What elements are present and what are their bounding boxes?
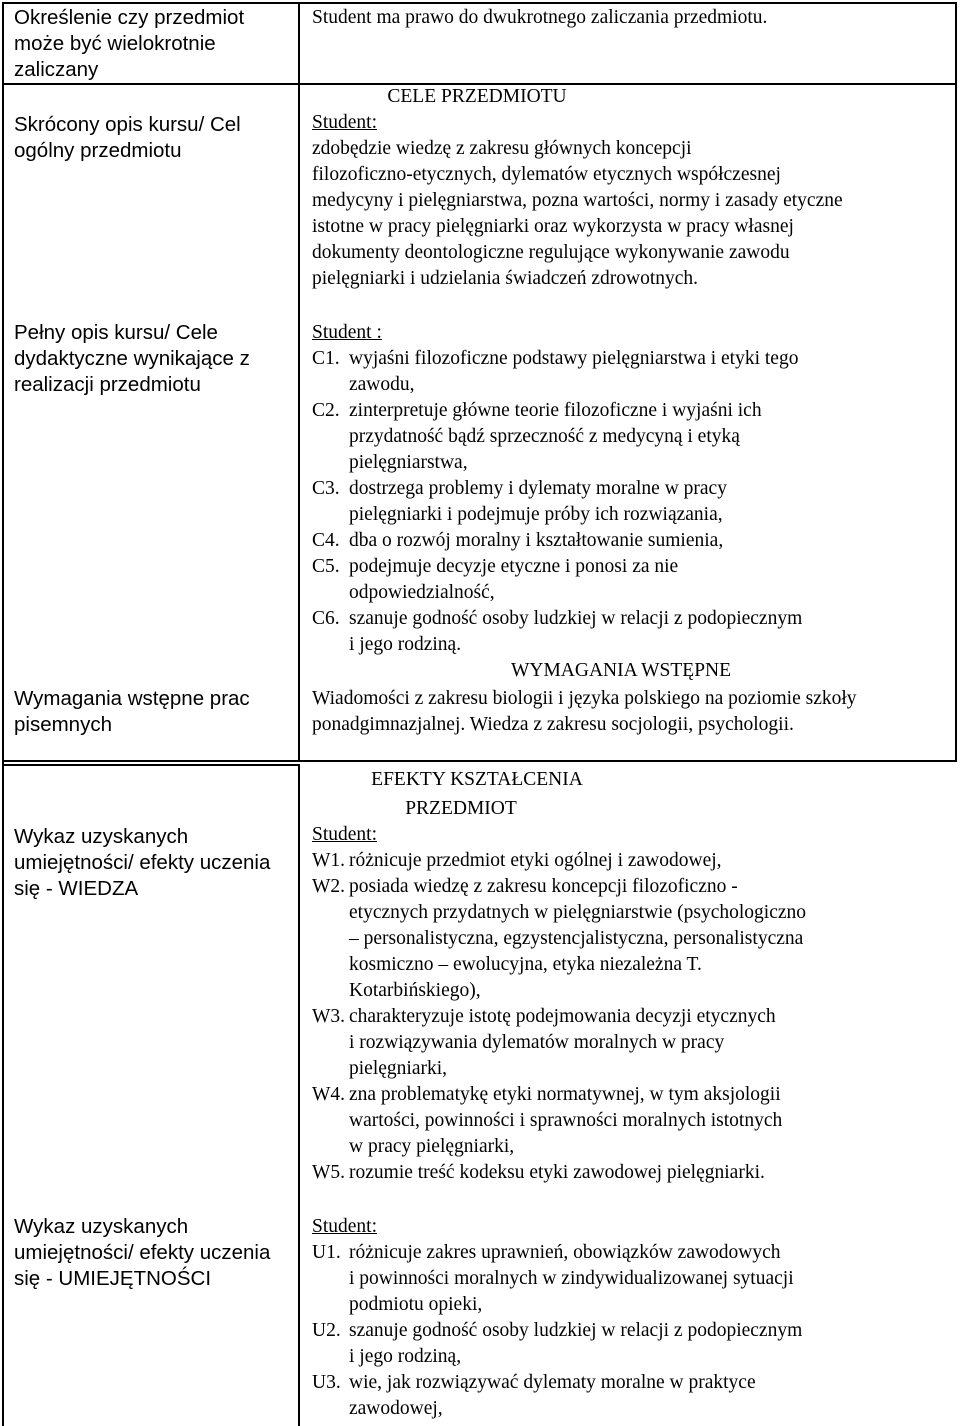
value-multiple-passing: Student ma prawo do dwukrotnego zaliczania przedmiotu. <box>312 7 768 28</box>
learning-outcomes-subheading: PRZEDMIOT <box>405 798 517 819</box>
table-border-left <box>2 2 4 1426</box>
label-prerequisites: Wymagania wstępne prac pisemnych <box>14 687 250 736</box>
full-description-content <box>312 320 952 684</box>
outcome-item-w2: W2. posiada wiedzę z zakresu koncepcji filozoficzno - etycznych przydatnych w pielęgniarstwie (psychologiczno – personalistyczna, egzystencjalistyczna, personalistyczna kosmiczno – ewolucyjna, etyka niezależna T. Kotarbińskiego), <box>312 876 807 1001</box>
outcome-item-w1: W1. różnicuje przedmiot etyki ogólnej i zawodowej, <box>312 850 722 871</box>
student-label: Student: <box>312 824 378 845</box>
learning-outcomes-heading: EFEKTY KSZTAŁCENIA <box>371 769 583 790</box>
row-divider <box>2 764 300 766</box>
goal-item-c2: C2. zinterpretuje główne teorie filozoficzne i wyjaśni ich przydatność bądź sprzeczność z medycyną i etyką pielęgniarstwa, <box>312 400 762 473</box>
skills-content <box>312 1214 952 1422</box>
label-skills: Wykaz uzyskanych umiejętności/ efekty uczenia się - UMIEJĘTNOŚCI <box>14 1215 271 1290</box>
outcome-item-w4: W4. zna problematykę etyki normatywnej, w tym aksjologii wartości, powinności i sprawności moralnych istotnych w pracy pielęgniarki, <box>312 1084 783 1157</box>
table-border-top <box>2 2 957 4</box>
outcome-item-w3: W3. charakteryzuje istotę podejmowania decyzji etycznych i rozwiązywania dylematów moralnych w pracy pielęgniarki, <box>312 1006 776 1079</box>
goal-item-c3: C3. dostrzega problemy i dylematy moralne w pracy pielęgniarki i podejmuje próby ich rozwiązania, <box>312 478 727 525</box>
goal-item-c5: C5. podejmuje decyzje etyczne i ponosi za nie odpowiedzialność, <box>312 556 679 603</box>
outcome-item-u1: U1. różnicuje zakres uprawnień, obowiązków zawodowych i powinności moralnych w zindywidualizowanej sytuacji podmiotu opieki, <box>312 1242 794 1315</box>
label-multiple-passing: Określenie czy przedmiot może być wielokrotnie zaliczany <box>14 6 245 81</box>
student-label: Student: <box>312 1216 378 1237</box>
student-label: Student : <box>312 322 382 343</box>
label-full-description: Pełny opis kursu/ Cele dydaktyczne wynikające z realizacji przedmiotu <box>14 321 250 396</box>
prerequisites-content: Wiadomości z zakresu biologii i języka polskiego na poziomie szkoły ponadgimnazjalnej. Wiedza z zakresu socjologii, psychologii. <box>312 688 857 735</box>
row-divider <box>2 760 957 762</box>
outcome-item-w5: W5. rozumie treść kodeksu etyki zawodowej pielęgniarki. <box>312 1162 765 1183</box>
goal-item-c6: C6. szanuje godność osoby ludzkiej w relacji z podopiecznym i jego rodziną. <box>312 608 803 655</box>
column-divider <box>298 2 300 762</box>
knowledge-content <box>312 764 952 1186</box>
prerequisites-heading: WYMAGANIA WSTĘPNE <box>510 660 732 681</box>
goal-item-c4: C4. dba o rozwój moralny i kształtowanie sumienia, <box>312 530 724 551</box>
column-divider-lower <box>298 766 300 1426</box>
short-description-content: CELE PRZEDMIOTU Student: zdobędzie wiedzę z zakresu głównych koncepcji filozoficzno-etycznych, dylematów etycznych współczesnej medycyny i pielęgniarstwa, pozna wartości, normy i zasady etyczne istotne w pracy pielęgniarki oraz wykorzysta w pracy własnej dokumenty deontologiczne regulujące wykonywanie zawodu pielęgniarki i udzielania świadczeń zdrowotnych. <box>312 84 952 292</box>
student-label: Student: <box>312 112 378 133</box>
label-short-description: Skrócony opis kursu/ Cel ogólny przedmiotu <box>14 113 241 162</box>
course-goals-heading: CELE PRZEDMIOTU <box>387 86 567 107</box>
outcome-item-u3: U3. wie, jak rozwiązywać dylematy moralne w praktyce zawodowej, <box>312 1372 756 1419</box>
outcome-item-u2: U2. szanuje godność osoby ludzkiej w relacji z podopiecznym i jego rodziną, <box>312 1320 803 1367</box>
label-knowledge: Wykaz uzyskanych umiejętności/ efekty uczenia się - WIEDZA <box>14 825 271 900</box>
goal-item-c1: C1. wyjaśni filozoficzne podstawy pielęgniarstwa i etyki tego zawodu, <box>312 348 799 395</box>
table-border-right <box>955 2 957 762</box>
